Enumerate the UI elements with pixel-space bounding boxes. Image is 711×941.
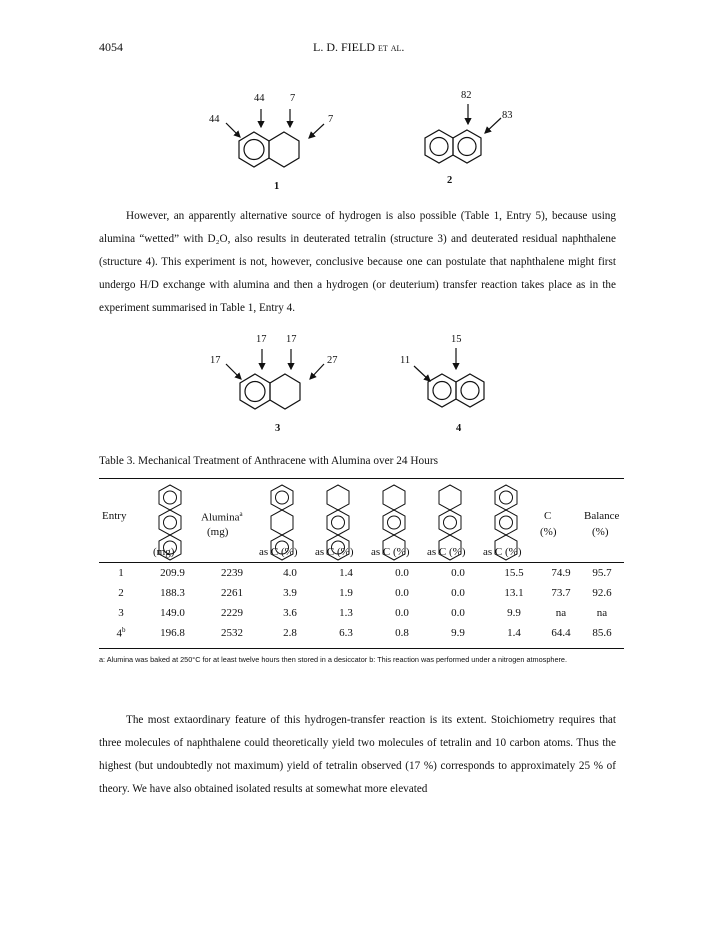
cell-value: 92.6 — [592, 587, 612, 599]
cell-value: 1.3 — [339, 607, 353, 619]
tetralin-structure — [226, 109, 324, 167]
structures-3-4 — [200, 330, 500, 435]
cell-value: 2 — [118, 587, 124, 599]
tetralin-label-44-left: 44 — [209, 114, 220, 125]
table-cell-alumina — [202, 583, 262, 603]
naphthalene-structure-2 — [425, 104, 501, 163]
cell-value: 15.5 — [504, 567, 524, 579]
table-cell-p3 — [374, 583, 430, 603]
table-cell-balance — [580, 623, 624, 643]
cell-value: 2.8 — [283, 627, 297, 639]
table-cell-entry — [99, 583, 143, 603]
paragraph-2: The most extaordinary feature of this hydrogen-transfer reaction is its extent. Stoichiometry requires that three molecules of naphthalene could theoretically yield two molecules of tetralin and 10 carbon atoms. Thus the highest (but undoubtedly not maximum) yield of tetralin observed (17 %) corresponds to approximately 25 % of theory. We have also obtained isolated results at somewhat more elevated — [99, 714, 616, 795]
cell-value: 9.9 — [451, 627, 465, 639]
table-bottom-rule — [99, 648, 624, 649]
table-cell-p5 — [486, 583, 542, 603]
table-cell-p3 — [374, 623, 430, 643]
table-row — [99, 623, 624, 643]
col-anthracene-unit: (mg) — [153, 546, 175, 558]
table-cell-anth — [143, 563, 202, 583]
cell-value: 1 — [118, 567, 124, 579]
entry-footnote-mark: b — [122, 626, 126, 635]
cell-value: 2532 — [221, 627, 243, 639]
table-cell-entry — [99, 563, 143, 583]
table-cell-entry — [99, 623, 143, 643]
cell-value: 6.3 — [339, 627, 353, 639]
cell-value: 1.9 — [339, 587, 353, 599]
table-cell-balance — [580, 603, 624, 623]
table-cell-entry — [99, 603, 143, 623]
alumina-footnote-mark: a — [239, 510, 243, 518]
table-cell-p2 — [318, 623, 374, 643]
compound-1-number: 1 — [274, 181, 280, 192]
cell-value: 0.0 — [451, 567, 465, 579]
table-cell-p2 — [318, 603, 374, 623]
table-cell-p4 — [430, 583, 486, 603]
cell-value: 3.9 — [283, 587, 297, 599]
col-balance-header: Balance — [584, 510, 620, 522]
table-cell-anth — [143, 583, 202, 603]
cell-value: 0.8 — [395, 627, 409, 639]
cell-value: na — [596, 607, 608, 619]
tetralin-label-7-top: 7 — [290, 93, 296, 104]
tetralin3-label-17-top-right: 17 — [286, 334, 297, 345]
tetralin3-label-17-top-left: 17 — [256, 334, 267, 345]
naphthalene4-label-11: 11 — [400, 355, 411, 366]
table-cell-p1 — [262, 563, 318, 583]
cell-value: 2229 — [221, 607, 243, 619]
col-alumina-header — [201, 510, 243, 524]
table-cell-p4 — [430, 603, 486, 623]
table-cell-alumina — [202, 563, 262, 583]
table-cell-c — [542, 603, 580, 623]
table-row — [99, 603, 624, 623]
table-cell-p5 — [486, 623, 542, 643]
table-cell-balance — [580, 563, 624, 583]
cell-value: 64.4 — [551, 627, 571, 639]
compound-3-number: 3 — [275, 423, 281, 434]
cell-value: 196.8 — [160, 627, 185, 639]
cell-value: 0.0 — [395, 607, 409, 619]
col-entry-header: Entry — [102, 510, 127, 522]
cell-value: 9.9 — [507, 607, 521, 619]
col-product-5-unit: as C (%) — [483, 546, 522, 558]
col-balance-unit: (%) — [592, 526, 609, 538]
cell-value: 3.6 — [283, 607, 297, 619]
table-cell-p2 — [318, 583, 374, 603]
naphthalene4-label-15: 15 — [451, 334, 462, 345]
running-title: L. D. FIELD et al. — [313, 40, 405, 54]
col-alumina-unit: (mg) — [207, 526, 229, 538]
col-c-header: C — [544, 510, 552, 522]
table-cell-alumina — [202, 623, 262, 643]
tetralin-label-7-right: 7 — [328, 114, 334, 125]
cell-value: 149.0 — [160, 607, 185, 619]
tetralin3-label-27: 27 — [327, 355, 338, 366]
page-number: 4054 — [99, 40, 123, 54]
alumina-label: Alumina — [201, 511, 240, 524]
cell-value: 0.0 — [451, 607, 465, 619]
table-cell-anth — [143, 623, 202, 643]
table-caption: Table 3. Mechanical Treatment of Anthracene with Alumina over 24 Hours — [99, 455, 438, 467]
cell-value: 0.0 — [451, 587, 465, 599]
table-cell-p3 — [374, 603, 430, 623]
table-cell-p5 — [486, 563, 542, 583]
col-product-1-unit: as C (%) — [259, 546, 298, 558]
cell-value: 13.1 — [504, 587, 524, 599]
table-cell-balance — [580, 583, 624, 603]
table-cell-c — [542, 563, 580, 583]
table-cell-alumina — [202, 603, 262, 623]
cell-value: 188.3 — [160, 587, 185, 599]
table-cell-p4 — [430, 623, 486, 643]
table-cell-anth — [143, 603, 202, 623]
table-cell-p3 — [374, 563, 430, 583]
table-footnote: a: Alumina was baked at 250°C for at least twelve hours then stored in a desiccator b: This reaction was performed under a nitrogen atmosphere. — [99, 655, 568, 664]
col-product-4-unit: as C (%) — [427, 546, 466, 558]
table-cell-p4 — [430, 563, 486, 583]
cell-value: 4 — [116, 627, 122, 640]
col-product-2-unit: as C (%) — [315, 546, 354, 558]
structures-1-2 — [190, 86, 530, 198]
table-top-rule — [99, 478, 624, 479]
cell-value: 95.7 — [592, 567, 612, 579]
table-cell-p1 — [262, 583, 318, 603]
cell-value: 2261 — [221, 587, 243, 599]
col-product-3-unit: as C (%) — [371, 546, 410, 558]
tetralin-label-44-top: 44 — [254, 93, 265, 104]
deuterated-naphthalene-structure — [414, 348, 484, 407]
cell-value: 73.7 — [551, 587, 571, 599]
paragraph-1: However, an apparently alternative source of hydrogen is also possible (Table 1, Entry 5), because using alumina “wetted” with D₂O, also results in deuterated tetralin (structure 3) and deuterated residual naphthalene (structure 4). This experiment is not, however, conclusive because one can postulate that naphthalene might first undergo H/D exchange with alumina and then a hydrogen (or deuterium) transfer reaction takes place as in the experiment summarised in Table 1, Entry 4. — [99, 210, 616, 314]
naphthalene-label-82: 82 — [461, 90, 472, 101]
table-cell-p2 — [318, 563, 374, 583]
compound-2-number: 2 — [447, 175, 453, 186]
table-row — [99, 563, 624, 583]
cell-value: 2239 — [221, 567, 243, 579]
cell-value: 4.0 — [283, 567, 297, 579]
table-cell-c — [542, 623, 580, 643]
data-table — [99, 563, 624, 643]
cell-value: 1.4 — [507, 627, 521, 639]
cell-value: 0.0 — [395, 567, 409, 579]
cell-value: 209.9 — [160, 567, 185, 579]
table-cell-p5 — [486, 603, 542, 623]
cell-value: na — [555, 607, 567, 619]
cell-value: 3 — [118, 607, 124, 619]
cell-value: 1.4 — [339, 567, 353, 579]
compound-4-number: 4 — [456, 423, 462, 434]
table-cell-p1 — [262, 623, 318, 643]
col-c-unit: (%) — [540, 526, 557, 538]
tetralin3-label-17-left: 17 — [210, 355, 221, 366]
naphthalene-label-83: 83 — [502, 110, 513, 121]
table-row — [99, 583, 624, 603]
table-cell-p1 — [262, 603, 318, 623]
deuterated-tetralin-structure — [226, 349, 324, 409]
cell-value: 85.6 — [592, 627, 612, 639]
cell-value: 0.0 — [395, 587, 409, 599]
table-cell-c — [542, 583, 580, 603]
cell-value: 74.9 — [551, 567, 571, 579]
